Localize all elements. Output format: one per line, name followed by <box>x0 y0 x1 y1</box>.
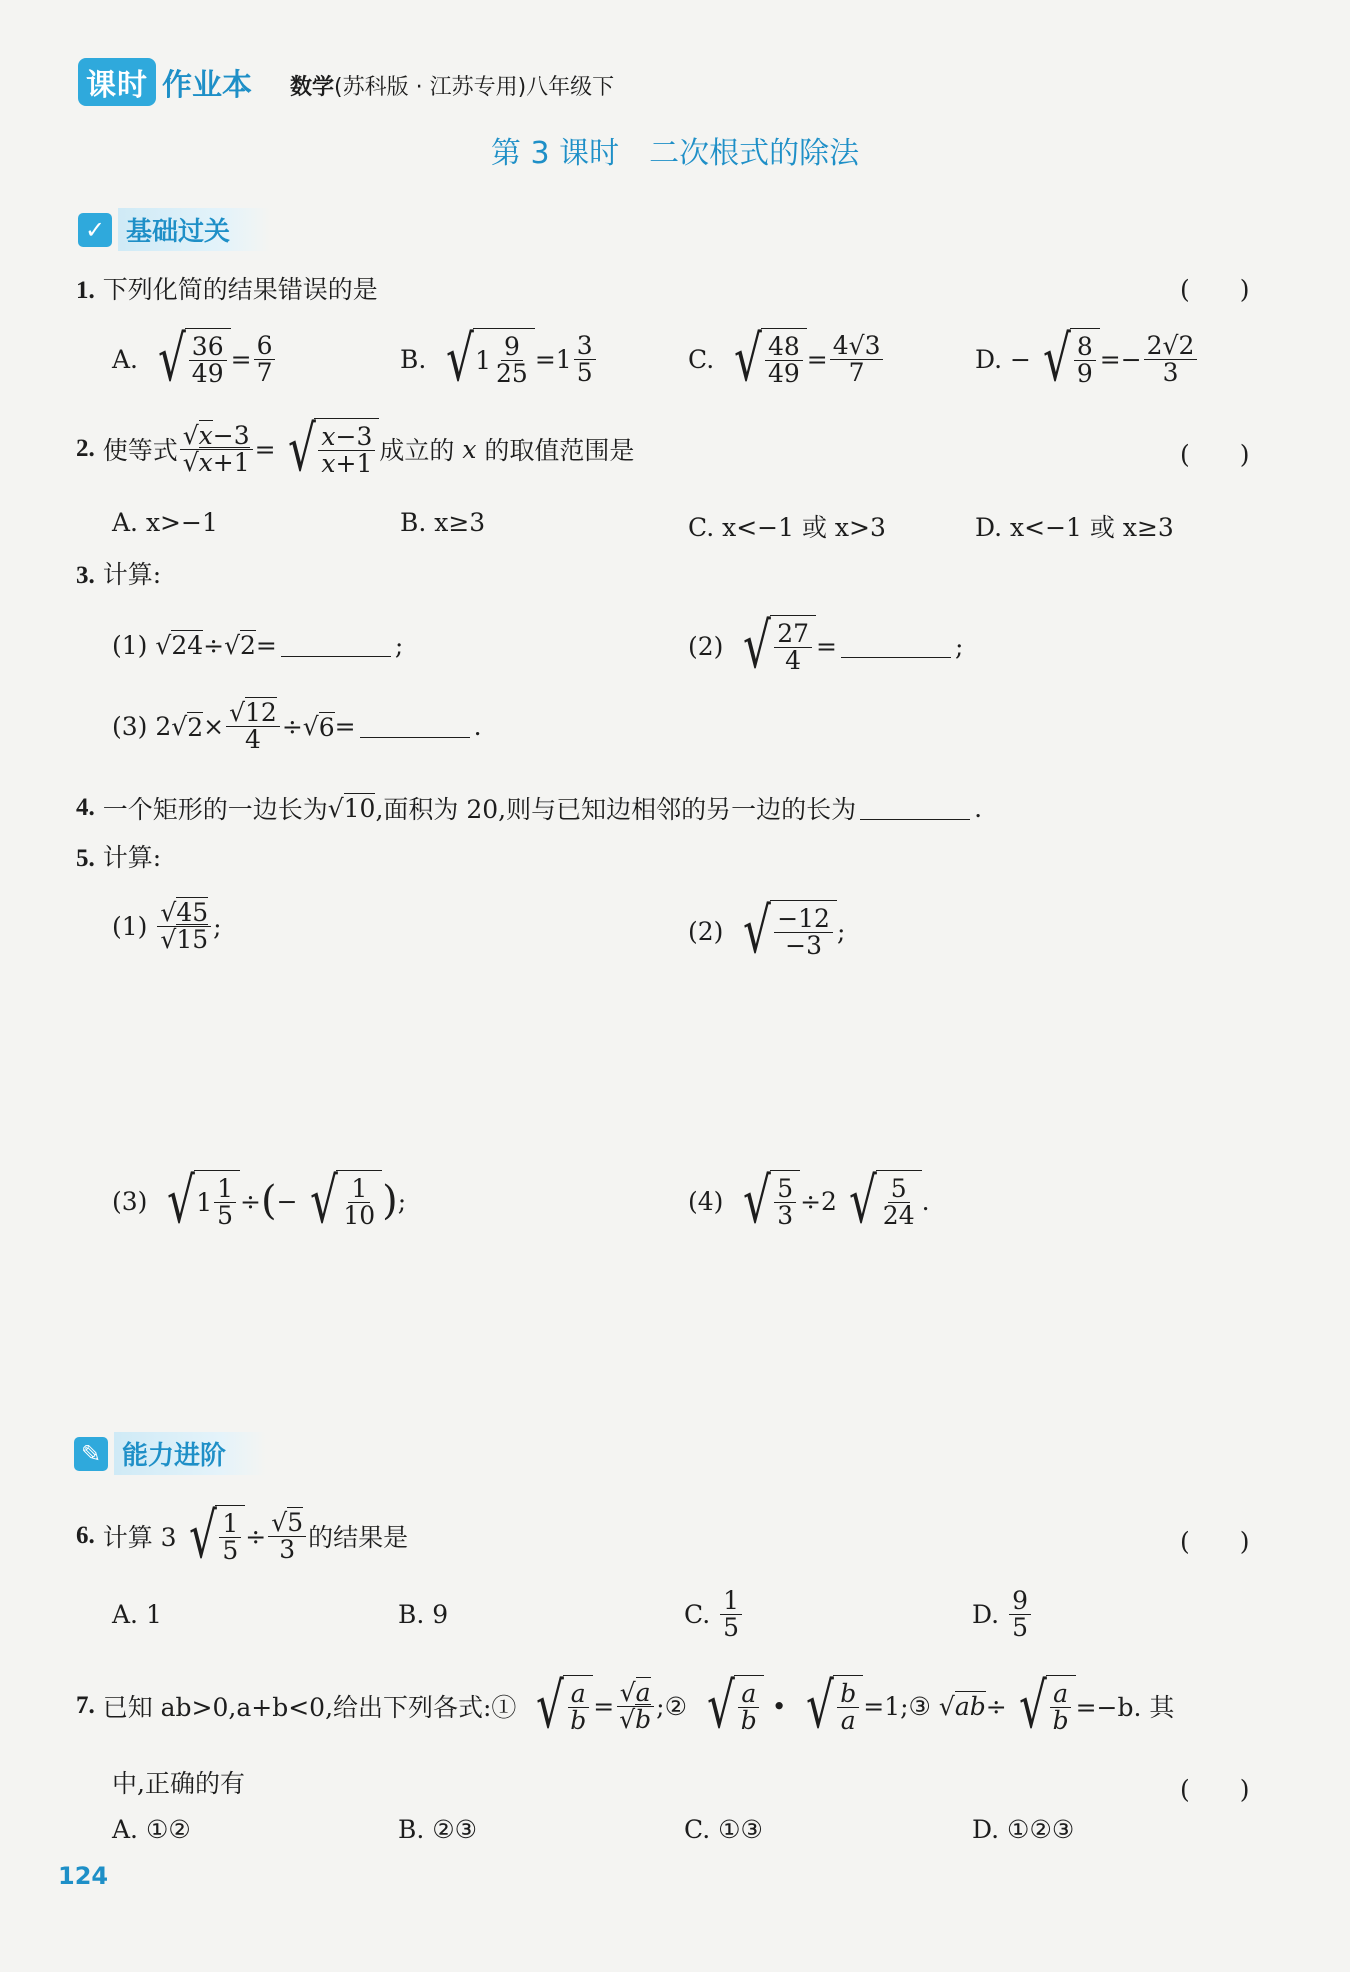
q2-option-a: A. x>−1 <box>112 508 218 537</box>
lesson-title: 第 3 课时 二次根式的除法 <box>490 136 860 171</box>
q6-option-d: D. 9 5 <box>972 1588 1033 1642</box>
pencil-icon: ✎ <box>74 1437 108 1471</box>
answer-paren: ( ) <box>1180 1775 1250 1804</box>
checkbox-icon: ✓ <box>78 213 112 247</box>
q7-option-c: C. ①③ <box>684 1815 763 1844</box>
logo-text: 作业本 <box>162 68 252 103</box>
logo-badge: 课时 <box>78 58 156 106</box>
q3-part-2: (2) √ 27 4 = ; <box>688 609 964 682</box>
q5-part-2: (2) √ −12 −3 ; <box>688 894 846 967</box>
q7-option-b: B. ②③ <box>398 1815 478 1844</box>
question-2: 2. 使等式 √x−3 √x+1 = √ x−3 x+1 成立的 x 的取值范围是 <box>76 412 635 485</box>
q6-option-a: A. 1 <box>112 1600 162 1629</box>
section-advanced <box>74 1432 266 1475</box>
header-subtitle <box>290 70 614 101</box>
answer-paren: ( ) <box>1180 440 1250 469</box>
question-1: 1. 下列化简的结果错误的是 <box>76 275 378 304</box>
q7-option-d: D. ①②③ <box>972 1815 1075 1844</box>
q6-option-b: B. 9 <box>398 1600 449 1629</box>
question-3: 3. 计算: <box>76 560 162 589</box>
q1-option-d: D. − √ 8 9 =− 2√2 3 <box>975 328 1199 391</box>
q1-option-b: B. √ 1 9 25 =1 3 5 <box>400 328 598 391</box>
section-label: 基础过关 <box>118 208 270 251</box>
answer-blank[interactable] <box>360 715 470 738</box>
subject: 数学 <box>290 75 335 100</box>
answer-blank[interactable] <box>841 635 951 658</box>
question-6: 6. 计算 3 √ 1 5 ÷ √5 3 的结果是 <box>76 1499 409 1572</box>
q3-part-1: (1) √ 24 ÷√ 2 = ; <box>112 630 404 660</box>
q2-option-b: B. x≥3 <box>400 508 486 537</box>
q5-part-1: (1) √45 √15 ; <box>112 898 222 955</box>
q3-part-3: (3) 2√ 2 × √12 4 ÷√ 6 = . <box>112 698 482 755</box>
q2-option-d: D. x<−1 或 x≥3 <box>975 513 1174 542</box>
q1-option-c: C. √ 48 49 = 4√3 7 <box>688 328 885 391</box>
answer-paren: ( ) <box>1180 1527 1250 1556</box>
answer-paren: ( ) <box>1180 275 1250 304</box>
answer-blank[interactable] <box>860 797 970 820</box>
question-4: 4. 一个矩形的一边长为 √ 10 ,面积为 20,则与已知边相邻的另一边的长为 . <box>76 793 983 824</box>
question-5: 5. 计算: <box>76 843 162 872</box>
q2-option-c: C. x<−1 或 x>3 <box>688 513 886 542</box>
page-number: 124 <box>58 1862 109 1890</box>
q1-option-a: A. √ 36 49 = 6 7 <box>112 328 277 391</box>
q5-part-3: (3) √ 1 1 5 ÷ ( − √ 1 10 ) ; <box>112 1164 407 1237</box>
question-7-line-2: 中,正确的有 <box>112 1769 245 1798</box>
q7-option-a: A. ①② <box>112 1815 191 1844</box>
section-basic <box>78 208 270 251</box>
q5-part-4: (4) √ 5 3 ÷2 √ 5 24 . <box>688 1164 930 1237</box>
series-logo <box>78 58 252 106</box>
edition: (苏科版 · 江苏专用)八年级下 <box>334 75 615 100</box>
section-label: 能力进阶 <box>114 1432 266 1475</box>
question-7: 7. 已知 ab>0,a+b<0,给出下列各式:① √ a b = √a √b ;② √ a b • √ b a =1;③ √ ab ÷ √ a b =−b. 其 <box>76 1669 1175 1742</box>
answer-blank[interactable] <box>281 634 391 657</box>
q6-option-c: C. 1 5 <box>684 1588 744 1642</box>
